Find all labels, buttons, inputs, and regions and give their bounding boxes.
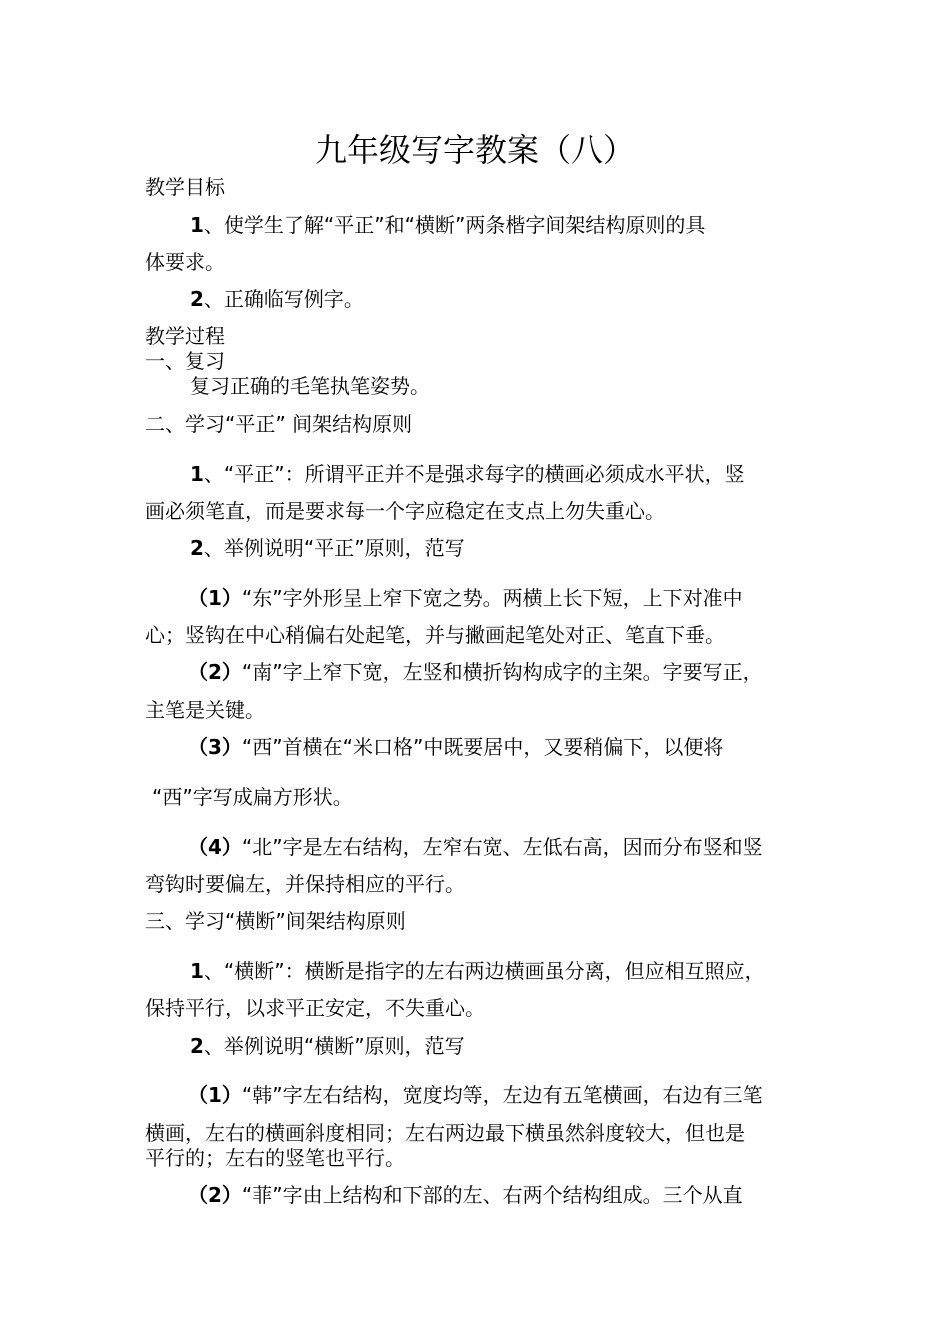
item-text: “菲”字由上结构和下部的左、右两个结构组成。三个从直 <box>241 1183 743 1207</box>
heng-example-1-cont-2 <box>145 1145 405 1171</box>
item-number: （2） <box>188 660 242 684</box>
heading-text: 一、复习 <box>145 349 225 373</box>
item-number: （1） <box>188 1083 242 1107</box>
item-number: 2 <box>190 287 204 311</box>
heading-text: 教学目标 <box>145 175 225 199</box>
example-1 <box>188 585 743 611</box>
heng-example-2 <box>188 1182 743 1208</box>
item-text: 、举例说明“横断”原则，范写 <box>203 1034 465 1058</box>
item-text: 心；竖钩在中心稍偏右处起笔，并与撇画起笔处对正、笔直下垂。 <box>145 623 725 647</box>
example-4 <box>188 834 763 860</box>
goal-item-2 <box>190 286 364 312</box>
example-2 <box>188 659 763 685</box>
section-3-point-2 <box>190 1033 465 1059</box>
item-number: （4） <box>188 835 242 859</box>
section-3-heading <box>145 908 406 934</box>
heading-text: 三、学习“横断”间架结构原则 <box>145 909 406 933</box>
item-text: 体要求。 <box>145 250 225 274</box>
section-2-point-1-cont <box>145 498 665 524</box>
item-text: 画必须笔直，而是要求每一个字应稳定在支点上勿失重心。 <box>145 499 665 523</box>
item-text: “东”字外形呈上窄下宽之势。两横上长下短，上下对准中 <box>241 586 743 610</box>
item-text: 、“横断”：横断是指字的左右两边横画虽分离，但应相互照应， <box>203 959 765 983</box>
item-text: 弯钩时要偏左，并保持相应的平行。 <box>145 872 465 896</box>
section-3-point-1-cont <box>145 995 485 1021</box>
item-number: （3） <box>188 735 242 759</box>
item-number: （1） <box>188 586 242 610</box>
item-text: 、举例说明“平正”原则，范写 <box>203 536 465 560</box>
item-text: 保持平行，以求平正安定，不失重心。 <box>145 996 485 1020</box>
example-3 <box>188 734 723 760</box>
item-number: 2 <box>190 536 204 560</box>
heng-example-1 <box>188 1082 763 1108</box>
section-3-point-1 <box>190 958 765 984</box>
example-2-cont <box>145 697 265 723</box>
heading-teaching-process <box>145 323 225 349</box>
item-number: （2） <box>188 1183 242 1207</box>
example-1-cont <box>145 622 725 648</box>
section-2-point-1 <box>190 461 745 487</box>
item-text: 、“平正”：所谓平正并不是强求每字的横画必须成水平状，竖 <box>203 462 745 486</box>
section-2-point-2 <box>190 535 465 561</box>
item-text: 横画，左右的横画斜度相同；左右两边最下横虽然斜度较大，但也是 <box>145 1121 745 1145</box>
example-3-cont <box>152 784 353 810</box>
heading-text: 教学过程 <box>145 324 225 348</box>
item-text: 、正确临写例字。 <box>203 287 364 311</box>
item-text: 主笔是关键。 <box>145 698 265 722</box>
heading-teaching-goals <box>145 174 225 200</box>
item-number: 1 <box>190 213 204 237</box>
item-text: 平行的；左右的竖笔也平行。 <box>145 1146 405 1170</box>
item-text: “西”首横在“米口格”中既要居中，又要稍偏下，以便将 <box>241 735 724 759</box>
section-1-heading <box>145 348 225 374</box>
item-text: 、使学生了解“平正”和“横断”两条楷字间架结构原则的具 <box>203 213 706 237</box>
heng-example-1-cont <box>145 1120 745 1146</box>
section-1-body <box>190 373 430 399</box>
document-title: 九年级写字教案（八） <box>314 131 635 169</box>
item-text: “北”字是左右结构，左窄右宽、左低右高，因而分布竖和竖 <box>241 835 763 859</box>
goal-item-1-cont <box>145 249 225 275</box>
section-2-heading <box>145 411 412 437</box>
item-text: “南”字上窄下宽，左竖和横折钩构成字的主架。字要写正， <box>241 660 763 684</box>
item-number: 1 <box>190 462 204 486</box>
item-number: 2 <box>190 1034 204 1058</box>
goal-item-1 <box>190 212 705 238</box>
paragraph-text: 复习正确的毛笔执笔姿势。 <box>190 374 430 398</box>
example-4-cont <box>145 871 465 897</box>
item-text: “韩”字左右结构，宽度均等，左边有五笔横画，右边有三笔 <box>241 1083 763 1107</box>
item-text: “西”字写成扁方形状。 <box>152 785 353 809</box>
item-number: 1 <box>190 959 204 983</box>
heading-text: 二、学习“平正” 间架结构原则 <box>145 412 413 436</box>
